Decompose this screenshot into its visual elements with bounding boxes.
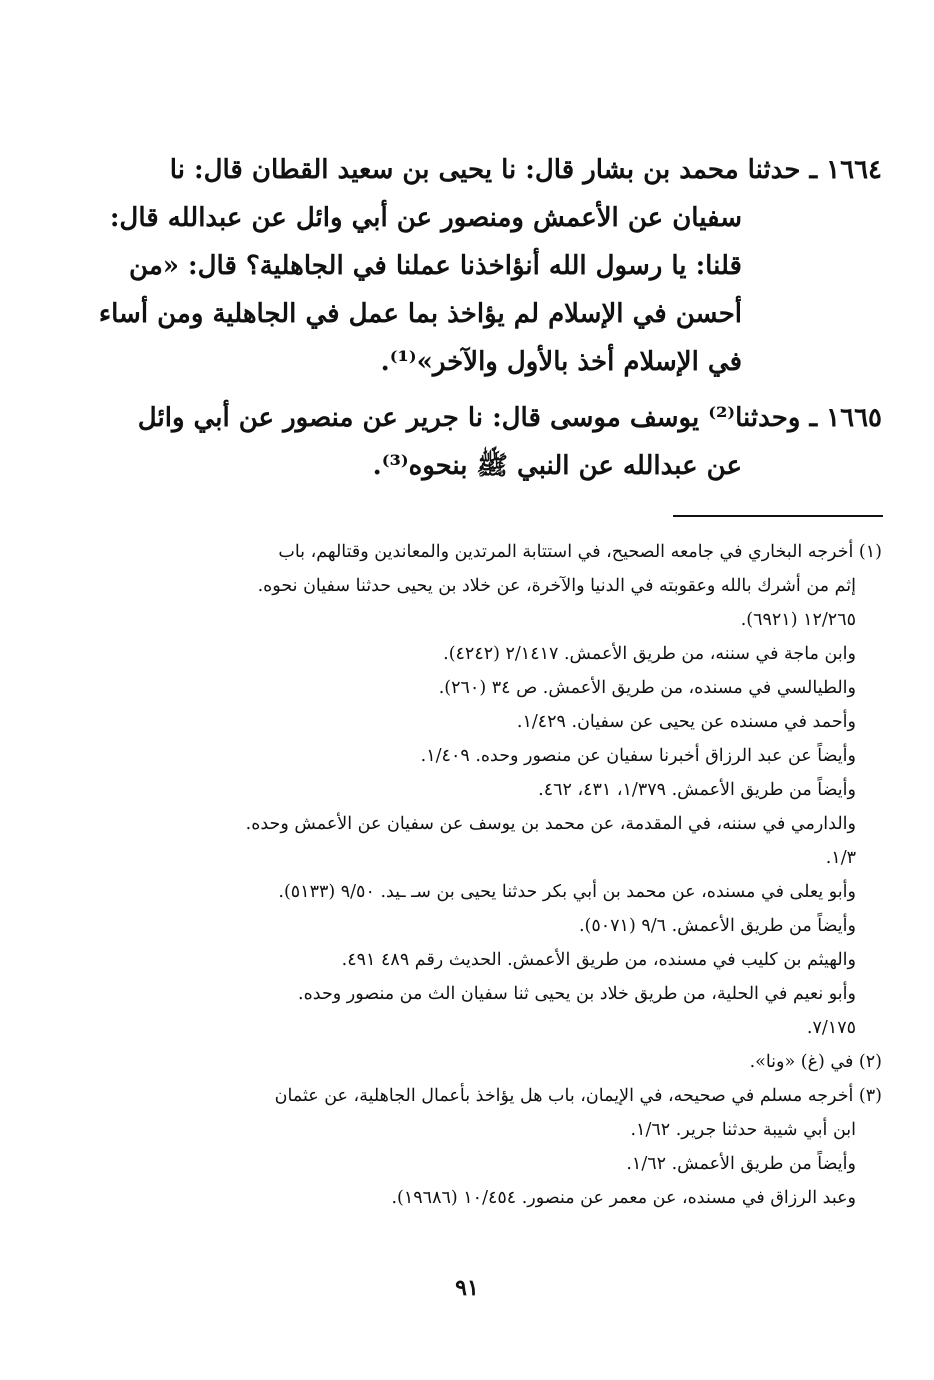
footnote-line: ١٢/٢٦٥ (٦٩٢١). <box>740 610 856 630</box>
footnote-line: وأبو يعلى في مسنده، عن محمد بن أبي بكر حدثنا يحيى بن سـ ـيد. ٩/٥٠ (٥١٣٣). <box>278 882 856 902</box>
footnote-line: (٢) في (غ) «ونا». <box>749 1052 882 1072</box>
footnote-line: ابن أبي شيبة حدثنا جرير. ١/٦٢. <box>630 1120 856 1140</box>
hadith-line: ١٦٦٥ ـ وحدثنا⁽²⁾ يوسف موسى قال: نا جرير عن منصور عن أبي وائل <box>137 403 882 433</box>
hadith-line: قلنا: يا رسول الله أنؤاخذنا عملنا في الجاهلية؟ قال: «من <box>129 251 742 281</box>
hadith-line: عن عبدالله عن النبي ﷺ بنحوه⁽³⁾. <box>372 451 742 481</box>
footnote-line: وأيضاً من طريق الأعمش. ٩/٦ (٥٠٧١). <box>578 916 856 936</box>
footnote-line: (١) أخرجه البخاري في جامعه الصحيح، في استتابة المرتدين والمعاندين وقتالهم، باب <box>278 542 882 562</box>
footnote-line: وابن ماجة في سننه، من طريق الأعمش. ٢/١٤١٧ (٤٢٤٢). <box>443 644 856 664</box>
footnote-line: ٧/١٧٥. <box>806 1018 856 1038</box>
footnote-line: وأيضاً من طريق الأعمش. ١/٣٧٩، ٤٣١، ٤٦٢. <box>538 780 856 800</box>
footnote-line: وأبو نعيم في الحلية، من طريق خلاد بن يحيى ثنا سفيان الث من منصور وحده. <box>298 984 856 1004</box>
footnote-line: وأيضاً من طريق الأعمش. ١/٦٢. <box>626 1154 856 1174</box>
footnote-divider <box>673 515 883 517</box>
footnote-line: والدارمي في سننه، في المقدمة، عن محمد بن يوسف عن سفيان عن الأعمش وحده. <box>245 814 856 834</box>
footnote-line: والطيالسي في مسنده، من طريق الأعمش. ص ٣٤ (٢٦٠). <box>438 678 856 698</box>
hadith-line: في الإسلام أخذ بالأول والآخر»⁽¹⁾. <box>380 347 742 377</box>
hadith-line: سفيان عن الأعمش ومنصور عن أبي وائل عن عبدالله قال: <box>109 203 742 233</box>
footnote-line: ١/٣. <box>825 848 856 868</box>
footnote-line: إثم من أشرك بالله وعقوبته في الدنيا والآخرة، عن خلاد بن يحيى حدثنا سفيان نحوه. <box>257 576 856 596</box>
hadith-line: أحسن في الإسلام لم يؤاخذ بما عمل في الجاهلية ومن أساء <box>98 299 742 329</box>
footnote-line: والهيثم بن كليب في مسنده، من طريق الأعمش. الحديث رقم ٤٨٩ ٤٩١. <box>341 950 856 970</box>
footnote-2 <box>246 1045 882 1079</box>
footnotes <box>246 535 882 1215</box>
footnote-line: (٣) أخرجه مسلم في صحيحه، في الإيمان، باب هل يؤاخذ بأعمال الجاهلية، عن عثمان <box>274 1086 882 1106</box>
page-number: ٩١ <box>455 1275 479 1301</box>
footnote-line: وأحمد في مسنده عن يحيى عن سفيان. ١/٤٢٩. <box>516 712 856 732</box>
hadith-1665 <box>138 394 882 490</box>
hadith-1664 <box>99 146 882 386</box>
footnote-line: وأيضاً عن عبد الرزاق أخبرنا سفيان عن منصور وحده. ١/٤٠٩. <box>420 746 856 766</box>
footnote-3 <box>246 1079 882 1215</box>
footnote-1 <box>246 535 882 1045</box>
footnote-line: وعبد الرزاق في مسنده، عن معمر عن منصور. ١٠/٤٥٤ (١٩٦٨٦). <box>391 1188 856 1208</box>
hadith-line: ١٦٦٤ ـ حدثنا محمد بن بشار قال: نا يحيى بن سعيد القطان قال: نا <box>169 155 882 185</box>
